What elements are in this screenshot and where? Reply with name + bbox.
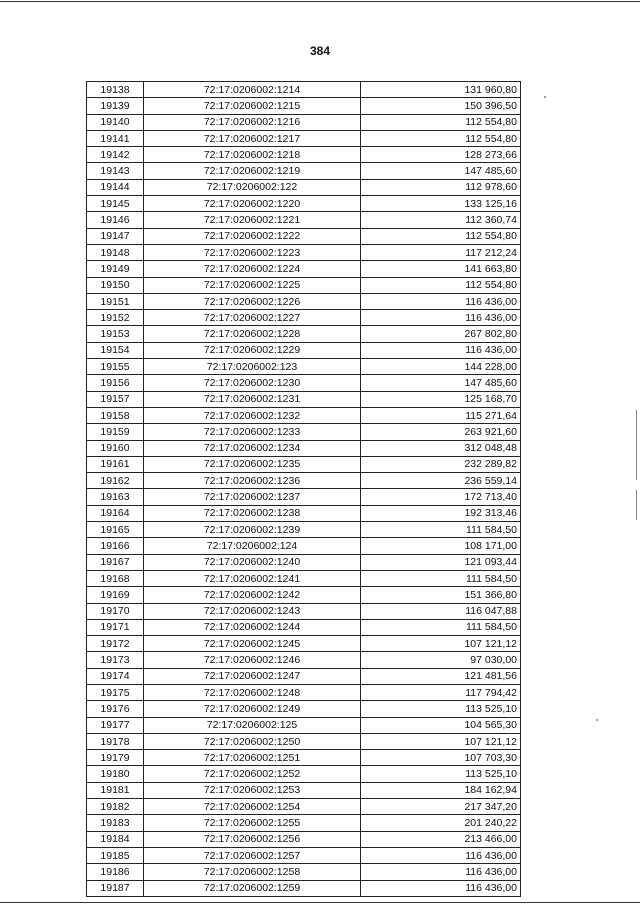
cadastral-number-cell: 72:17:0206002:1224	[144, 261, 361, 277]
cadastral-number-cell: 72:17:0206002:1257	[144, 847, 361, 863]
row-number-cell: 19162	[87, 473, 144, 489]
row-number-cell: 19143	[87, 163, 144, 179]
table-row	[87, 310, 521, 326]
table-row	[87, 880, 521, 896]
value-cell: 112 554,80	[361, 130, 521, 146]
table-row	[87, 489, 521, 505]
cadastral-number-cell: 72:17:0206002:1252	[144, 766, 361, 782]
cadastral-number-cell: 72:17:0206002:1248	[144, 684, 361, 700]
value-cell: 107 121,12	[361, 636, 521, 652]
cadastral-number-cell: 72:17:0206002:1214	[144, 82, 361, 98]
row-number-cell: 19187	[87, 880, 144, 896]
value-cell: 147 485,60	[361, 163, 521, 179]
table-row	[87, 782, 521, 798]
row-number-cell: 19176	[87, 701, 144, 717]
cadastral-number-cell: 72:17:0206002:1217	[144, 130, 361, 146]
cadastral-number-cell: 72:17:0206002:1245	[144, 636, 361, 652]
row-number-cell: 19152	[87, 310, 144, 326]
table-row	[87, 831, 521, 847]
table-row	[87, 277, 521, 293]
cadastral-number-cell: 72:17:0206002:125	[144, 717, 361, 733]
table-row	[87, 554, 521, 570]
row-number-cell: 19156	[87, 375, 144, 391]
value-cell: 213 466,00	[361, 831, 521, 847]
value-cell: 115 271,64	[361, 407, 521, 423]
table-row	[87, 82, 521, 98]
scan-speck	[544, 96, 546, 98]
table-row	[87, 293, 521, 309]
value-cell: 121 093,44	[361, 554, 521, 570]
table-row	[87, 424, 521, 440]
value-cell: 112 554,80	[361, 114, 521, 130]
page-number: 384	[309, 44, 331, 58]
cadastral-number-cell: 72:17:0206002:1230	[144, 375, 361, 391]
value-cell: 107 703,30	[361, 750, 521, 766]
value-cell: 263 921,60	[361, 424, 521, 440]
row-number-cell: 19142	[87, 147, 144, 163]
cadastral-number-cell: 72:17:0206002:1226	[144, 293, 361, 309]
cadastral-number-cell: 72:17:0206002:1249	[144, 701, 361, 717]
row-number-cell: 19169	[87, 587, 144, 603]
cadastral-number-cell: 72:17:0206002:1234	[144, 440, 361, 456]
cadastral-number-cell: 72:17:0206002:1235	[144, 456, 361, 472]
cadastral-number-cell: 72:17:0206002:1238	[144, 505, 361, 521]
value-cell: 141 663,80	[361, 261, 521, 277]
cadastral-number-cell: 72:17:0206002:1222	[144, 228, 361, 244]
table-row	[87, 603, 521, 619]
row-number-cell: 19154	[87, 342, 144, 358]
cadastral-number-cell: 72:17:0206002:124	[144, 538, 361, 554]
row-number-cell: 19147	[87, 228, 144, 244]
value-cell: 236 559,14	[361, 473, 521, 489]
value-cell: 201 240,22	[361, 815, 521, 831]
value-cell: 107 121,12	[361, 733, 521, 749]
value-cell: 184 162,94	[361, 782, 521, 798]
row-number-cell: 19173	[87, 652, 144, 668]
table-row	[87, 244, 521, 260]
value-cell: 117 794,42	[361, 684, 521, 700]
row-number-cell: 19159	[87, 424, 144, 440]
table-row	[87, 522, 521, 538]
value-cell: 97 030,00	[361, 652, 521, 668]
table-row	[87, 440, 521, 456]
cadastral-number-cell: 72:17:0206002:1244	[144, 619, 361, 635]
cadastral-number-cell: 72:17:0206002:1220	[144, 196, 361, 212]
table-row	[87, 375, 521, 391]
table-row	[87, 587, 521, 603]
cadastral-number-cell: 72:17:0206002:1237	[144, 489, 361, 505]
table-row	[87, 799, 521, 815]
table-row	[87, 847, 521, 863]
row-number-cell: 19183	[87, 815, 144, 831]
cadastral-value-table	[86, 81, 521, 897]
scan-edge-mark	[636, 410, 637, 480]
table-row	[87, 766, 521, 782]
table-row	[87, 473, 521, 489]
table-row	[87, 538, 521, 554]
row-number-cell: 19175	[87, 684, 144, 700]
table-row	[87, 456, 521, 472]
value-cell: 113 525,10	[361, 701, 521, 717]
row-number-cell: 19185	[87, 847, 144, 863]
value-cell: 112 554,80	[361, 277, 521, 293]
row-number-cell: 19165	[87, 522, 144, 538]
row-number-cell: 19184	[87, 831, 144, 847]
value-cell: 116 436,00	[361, 864, 521, 880]
cadastral-number-cell: 72:17:0206002:1251	[144, 750, 361, 766]
cadastral-number-cell: 72:17:0206002:1255	[144, 815, 361, 831]
table-row	[87, 750, 521, 766]
value-cell: 116 436,00	[361, 310, 521, 326]
table-row	[87, 864, 521, 880]
row-number-cell: 19146	[87, 212, 144, 228]
value-cell: 232 289,82	[361, 456, 521, 472]
table-row	[87, 179, 521, 195]
table-row	[87, 668, 521, 684]
row-number-cell: 19153	[87, 326, 144, 342]
cadastral-number-cell: 72:17:0206002:1232	[144, 407, 361, 423]
cadastral-number-cell: 72:17:0206002:1241	[144, 570, 361, 586]
row-number-cell: 19170	[87, 603, 144, 619]
cadastral-number-cell: 72:17:0206002:1215	[144, 98, 361, 114]
cadastral-number-cell: 72:17:0206002:1216	[144, 114, 361, 130]
table-row	[87, 815, 521, 831]
row-number-cell: 19167	[87, 554, 144, 570]
cadastral-number-cell: 72:17:0206002:1240	[144, 554, 361, 570]
table-row	[87, 212, 521, 228]
scan-edge-mark	[636, 490, 637, 520]
value-cell: 111 584,50	[361, 570, 521, 586]
table-row	[87, 701, 521, 717]
cadastral-number-cell: 72:17:0206002:1246	[144, 652, 361, 668]
row-number-cell: 19138	[87, 82, 144, 98]
row-number-cell: 19166	[87, 538, 144, 554]
cadastral-number-cell: 72:17:0206002:1231	[144, 391, 361, 407]
row-number-cell: 19140	[87, 114, 144, 130]
cadastral-number-cell: 72:17:0206002:1256	[144, 831, 361, 847]
cadastral-number-cell: 72:17:0206002:1242	[144, 587, 361, 603]
row-number-cell: 19161	[87, 456, 144, 472]
value-cell: 121 481,56	[361, 668, 521, 684]
value-cell: 125 168,70	[361, 391, 521, 407]
cadastral-number-cell: 72:17:0206002:1239	[144, 522, 361, 538]
value-cell: 104 565,30	[361, 717, 521, 733]
table-body	[87, 82, 521, 897]
cadastral-number-cell: 72:17:0206002:1228	[144, 326, 361, 342]
scan-top-border	[0, 1, 640, 2]
table-row	[87, 652, 521, 668]
value-cell: 192 313,46	[361, 505, 521, 521]
table-row	[87, 619, 521, 635]
row-number-cell: 19179	[87, 750, 144, 766]
table-row	[87, 228, 521, 244]
value-cell: 113 525,10	[361, 766, 521, 782]
value-cell: 128 273,66	[361, 147, 521, 163]
value-cell: 131 960,80	[361, 82, 521, 98]
row-number-cell: 19163	[87, 489, 144, 505]
value-cell: 133 125,16	[361, 196, 521, 212]
cadastral-number-cell: 72:17:0206002:1253	[144, 782, 361, 798]
cadastral-number-cell: 72:17:0206002:122	[144, 179, 361, 195]
row-number-cell: 19181	[87, 782, 144, 798]
value-cell: 144 228,00	[361, 359, 521, 375]
cadastral-number-cell: 72:17:0206002:1247	[144, 668, 361, 684]
scan-bottom-border	[0, 902, 640, 903]
table-row	[87, 570, 521, 586]
cadastral-number-cell: 72:17:0206002:1233	[144, 424, 361, 440]
value-cell: 116 436,00	[361, 293, 521, 309]
row-number-cell: 19174	[87, 668, 144, 684]
table-row	[87, 147, 521, 163]
table-row	[87, 261, 521, 277]
value-cell: 116 047,88	[361, 603, 521, 619]
value-cell: 116 436,00	[361, 880, 521, 896]
table-row	[87, 407, 521, 423]
row-number-cell: 19148	[87, 244, 144, 260]
table-row	[87, 196, 521, 212]
cadastral-number-cell: 72:17:0206002:1259	[144, 880, 361, 896]
row-number-cell: 19145	[87, 196, 144, 212]
table-row	[87, 326, 521, 342]
cadastral-number-cell: 72:17:0206002:1229	[144, 342, 361, 358]
value-cell: 117 212,24	[361, 244, 521, 260]
value-cell: 151 366,80	[361, 587, 521, 603]
value-cell: 172 713,40	[361, 489, 521, 505]
table-row	[87, 717, 521, 733]
row-number-cell: 19177	[87, 717, 144, 733]
row-number-cell: 19168	[87, 570, 144, 586]
row-number-cell: 19157	[87, 391, 144, 407]
cadastral-number-cell: 72:17:0206002:1243	[144, 603, 361, 619]
row-number-cell: 19171	[87, 619, 144, 635]
cadastral-number-cell: 72:17:0206002:1218	[144, 147, 361, 163]
row-number-cell: 19150	[87, 277, 144, 293]
table-row	[87, 114, 521, 130]
table-row	[87, 733, 521, 749]
value-cell: 112 360,74	[361, 212, 521, 228]
value-cell: 147 485,60	[361, 375, 521, 391]
row-number-cell: 19172	[87, 636, 144, 652]
row-number-cell: 19160	[87, 440, 144, 456]
cadastral-number-cell: 72:17:0206002:123	[144, 359, 361, 375]
cadastral-number-cell: 72:17:0206002:1219	[144, 163, 361, 179]
row-number-cell: 19141	[87, 130, 144, 146]
value-cell: 267 802,80	[361, 326, 521, 342]
cadastral-number-cell: 72:17:0206002:1258	[144, 864, 361, 880]
cadastral-number-cell: 72:17:0206002:1223	[144, 244, 361, 260]
value-cell: 112 978,60	[361, 179, 521, 195]
value-cell: 217 347,20	[361, 799, 521, 815]
table-row	[87, 342, 521, 358]
row-number-cell: 19155	[87, 359, 144, 375]
row-number-cell: 19158	[87, 407, 144, 423]
table-row	[87, 391, 521, 407]
value-cell: 112 554,80	[361, 228, 521, 244]
value-cell: 108 171,00	[361, 538, 521, 554]
value-cell: 116 436,00	[361, 847, 521, 863]
value-cell: 111 584,50	[361, 619, 521, 635]
cadastral-number-cell: 72:17:0206002:1250	[144, 733, 361, 749]
row-number-cell: 19178	[87, 733, 144, 749]
row-number-cell: 19151	[87, 293, 144, 309]
table-row	[87, 505, 521, 521]
value-cell: 111 584,50	[361, 522, 521, 538]
row-number-cell: 19144	[87, 179, 144, 195]
row-number-cell: 19186	[87, 864, 144, 880]
cadastral-number-cell: 72:17:0206002:1225	[144, 277, 361, 293]
table-row	[87, 359, 521, 375]
cadastral-number-cell: 72:17:0206002:1227	[144, 310, 361, 326]
table-row	[87, 130, 521, 146]
row-number-cell: 19149	[87, 261, 144, 277]
row-number-cell: 19164	[87, 505, 144, 521]
scan-speck	[596, 719, 598, 721]
table-row	[87, 636, 521, 652]
cadastral-number-cell: 72:17:0206002:1221	[144, 212, 361, 228]
cadastral-number-cell: 72:17:0206002:1236	[144, 473, 361, 489]
row-number-cell: 19139	[87, 98, 144, 114]
row-number-cell: 19180	[87, 766, 144, 782]
value-cell: 150 396,50	[361, 98, 521, 114]
table-row	[87, 163, 521, 179]
cadastral-number-cell: 72:17:0206002:1254	[144, 799, 361, 815]
table-row	[87, 684, 521, 700]
row-number-cell: 19182	[87, 799, 144, 815]
value-cell: 116 436,00	[361, 342, 521, 358]
value-cell: 312 048,48	[361, 440, 521, 456]
table-row	[87, 98, 521, 114]
